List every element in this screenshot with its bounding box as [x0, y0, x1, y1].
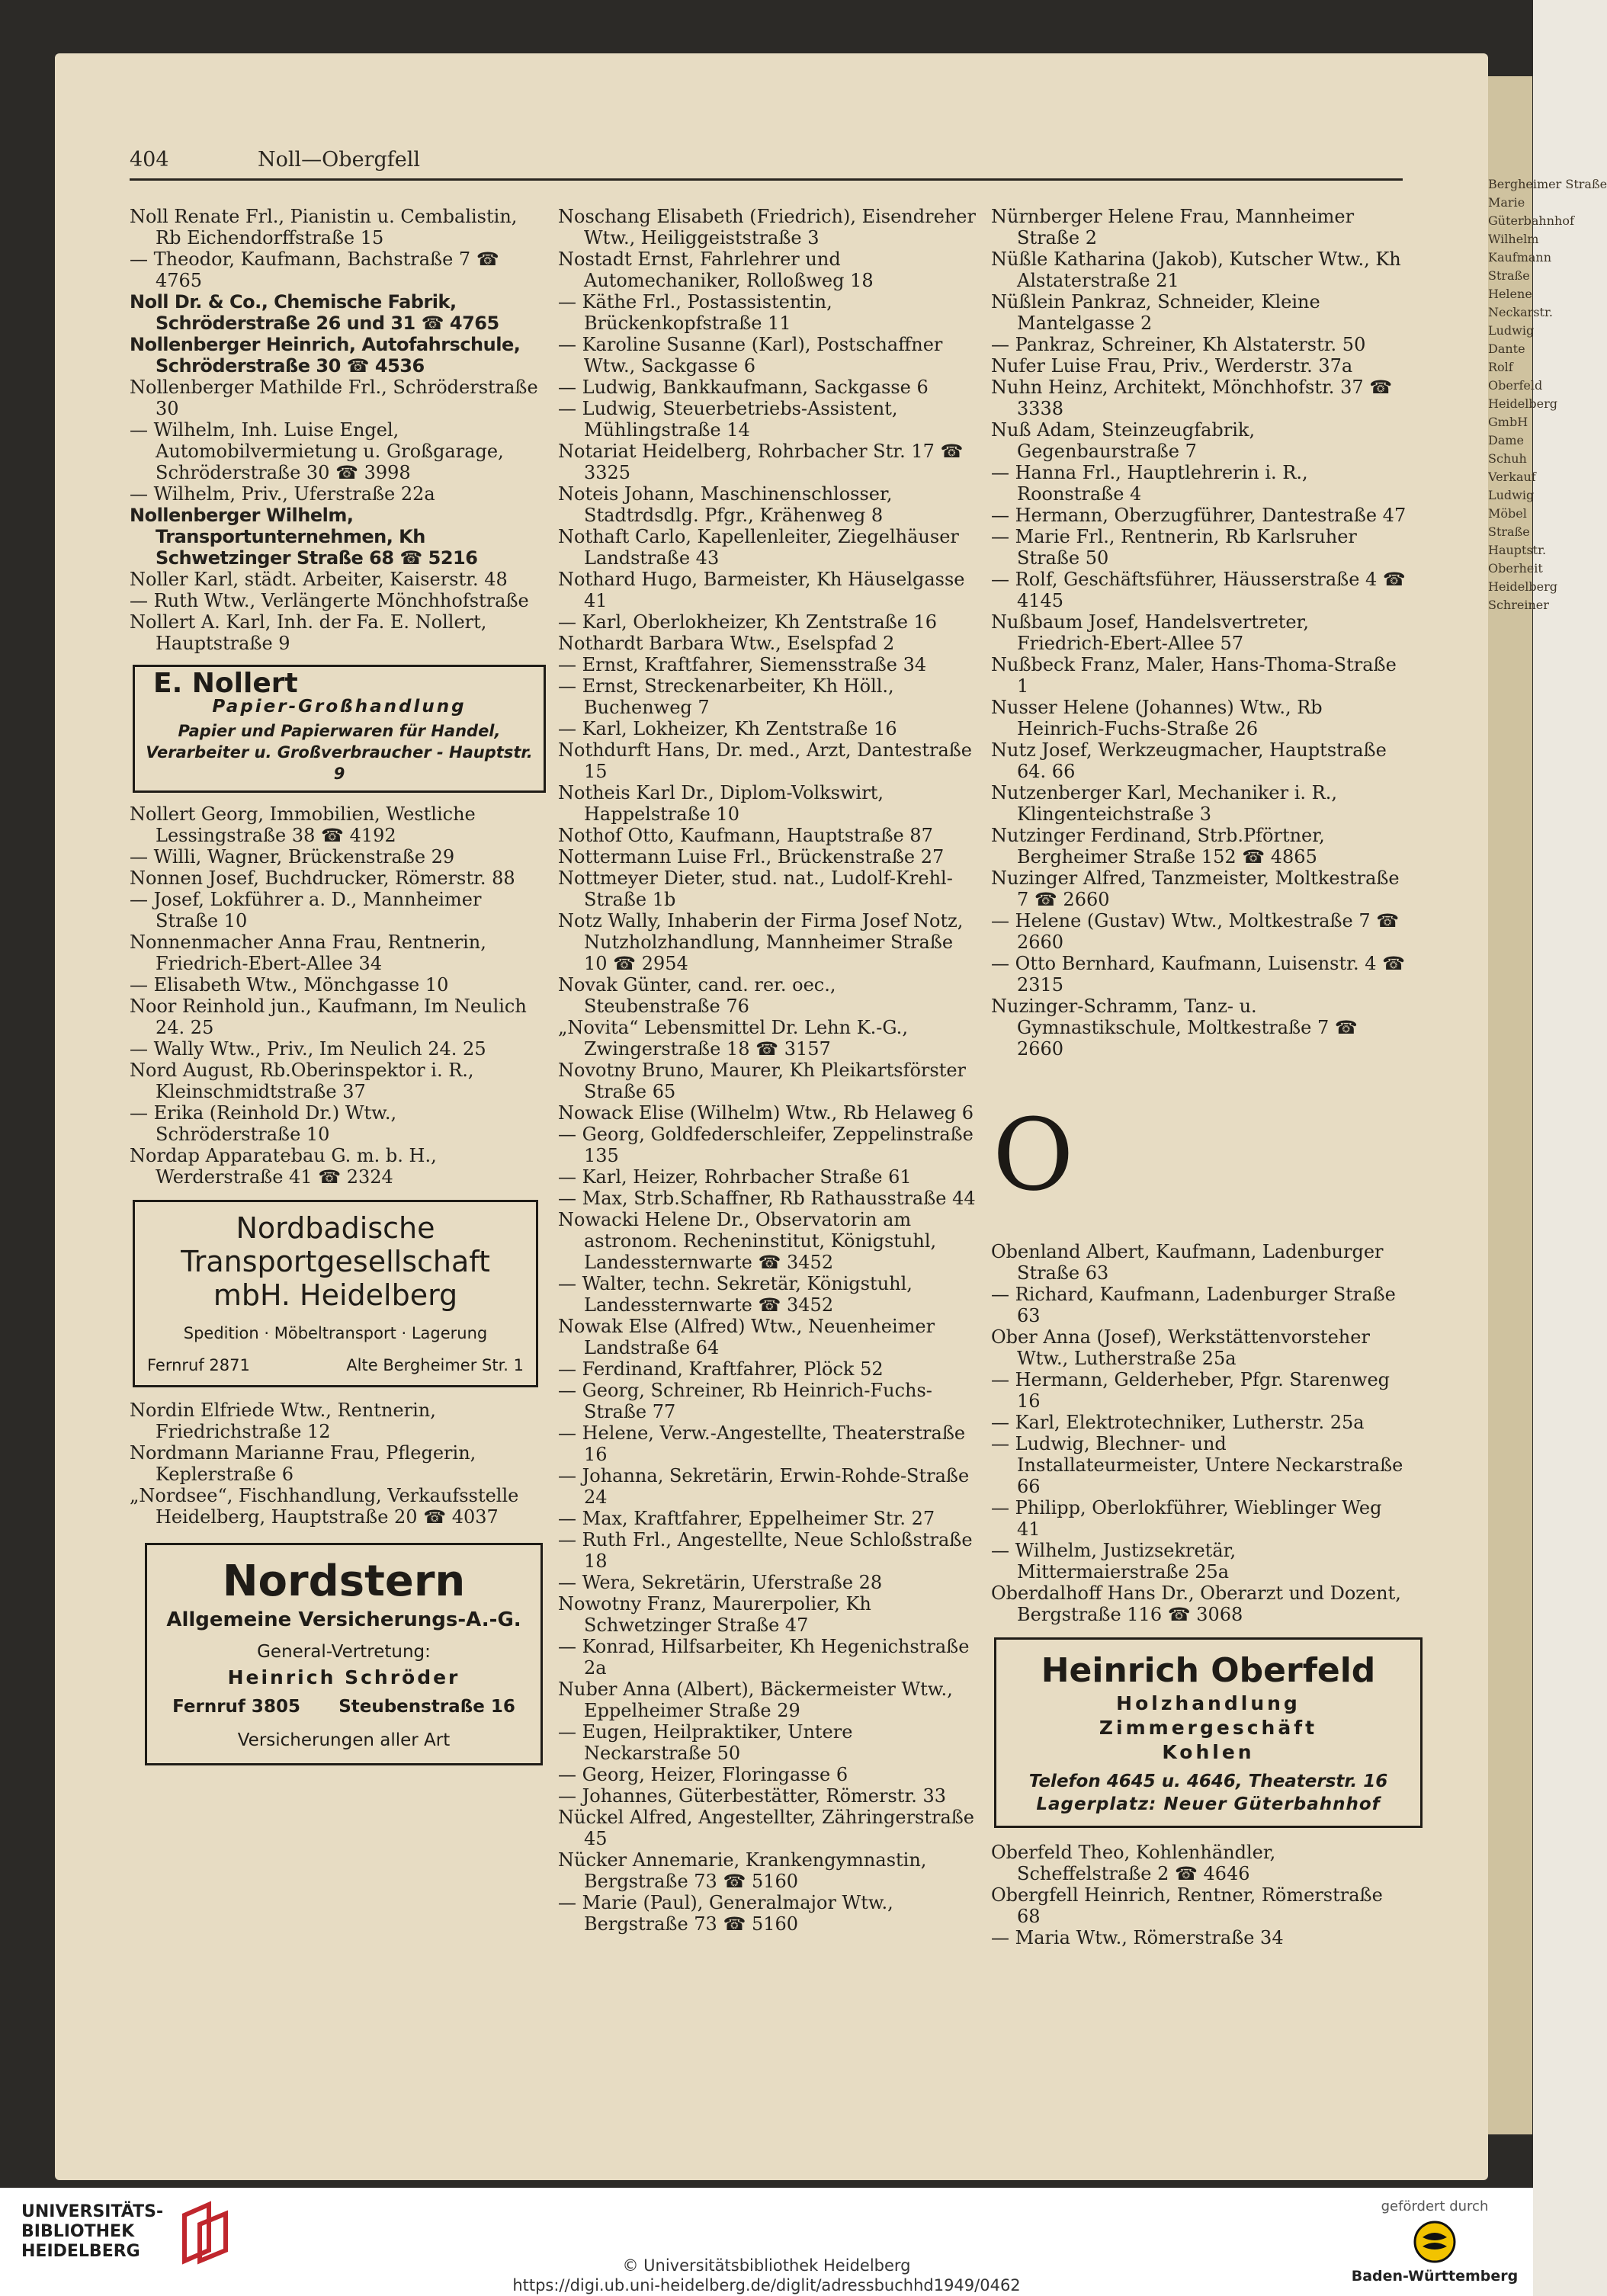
directory-entry: Nordin Elfriede Wtw., Rentnerin, Friedrichstraße 12	[130, 1400, 436, 1442]
permalink-url[interactable]: https://digi.ub.uni-heidelberg.de/diglit/adressbuchhd1949/0462	[512, 2276, 1021, 2294]
directory-entry: — Max, Kraftfahrer, Eppelheimer Str. 27	[558, 1508, 935, 1529]
column-2	[558, 206, 976, 1935]
directory-entry: — Philipp, Oberlokführer, Wieblinger Weg 41	[991, 1497, 1382, 1540]
directory-entry: — Ludwig, Steuerbetriebs-Assistent, Mühlingstraße 14	[558, 398, 898, 441]
ad-line: Zimmergeschäft	[1099, 1717, 1318, 1739]
directory-entry: Nürnberger Helene Frau, Mannheimer Straße 2	[991, 206, 1355, 249]
directory-entry: Oberdalhoff Hans Dr., Oberarzt und Dozent, Bergstraße 116 ☎ 3068	[991, 1583, 1401, 1625]
directory-entry: Noller Karl, städt. Arbeiter, Kaiserstr. 48	[130, 569, 508, 590]
ad-heinrich-oberfeld	[994, 1637, 1423, 1828]
directory-entry: — Helene, Verw.-Angestellte, Theaterstraße 16	[558, 1422, 966, 1465]
directory-entry: Nutzinger Ferdinand, Strb.Pförtner, Bergheimer Straße 152 ☎ 4865	[991, 825, 1325, 867]
directory-entry: — Johanna, Sekretärin, Erwin-Rohde-Straße 24	[558, 1465, 970, 1508]
directory-entry: — Richard, Kaufmann, Ladenburger Straße 63	[991, 1284, 1396, 1326]
directory-entry: Nuber Anna (Albert), Bäckermeister Wtw., Eppelheimer Straße 29	[558, 1679, 953, 1721]
directory-entry: — Helene (Gustav) Wtw., Moltkestraße 7 ☎ 2660	[991, 910, 1400, 953]
copyright-notice: © Universitätsbibliothek Heidelberg	[622, 2256, 911, 2275]
state-coat-of-arms-icon	[1413, 2221, 1456, 2263]
directory-entry: Noll Dr. & Co., Chemische Fabrik, Schröderstraße 26 und 31 ☎ 4765	[130, 291, 499, 334]
ad-title: Heinrich Oberfeld	[1041, 1651, 1376, 1690]
funded-by-label: gefördert durch	[1381, 2198, 1489, 2214]
directory-entry: — Otto Bernhard, Kaufmann, Luisenstr. 4 ☎ 2315	[991, 953, 1406, 996]
directory-entry: Nostadt Ernst, Fahrlehrer und Automechaniker, Rolloßweg 18	[558, 249, 874, 291]
ad-phone: Fernruf 3805	[172, 1697, 300, 1717]
directory-entry: Nutz Josef, Werkzeugmacher, Hauptstraße 64. 66	[991, 739, 1387, 782]
directory-entry: Nücker Annemarie, Krankengymnastin, Bergstraße 73 ☎ 5160	[558, 1849, 927, 1892]
directory-entry: — Georg, Goldfederschleifer, Zeppelinstraße 135	[558, 1124, 974, 1166]
directory-entry: Nord August, Rb.Oberinspektor i. R., Kleinschmidtstraße 37	[130, 1060, 474, 1102]
library-name: UNIVERSITÄTS- BIBLIOTHEK HEIDELBERG	[21, 2202, 164, 2261]
directory-entry: — Max, Strb.Schaffner, Rb Rathausstraße 44	[558, 1188, 976, 1209]
state-name: Baden-Württemberg	[1351, 2268, 1519, 2285]
directory-entry: Nottermann Luise Frl., Brückenstraße 27	[558, 846, 945, 867]
ad-title: Nordbadische Transportgesellschaft mbH. Heidelberg	[181, 1211, 490, 1312]
directory-entry: — Walter, techn. Sekretär, Königstuhl, Landessternwarte ☎ 3452	[558, 1273, 913, 1316]
directory-entry: — Hermann, Oberzugführer, Dantestraße 47	[991, 505, 1407, 526]
ad-general-agency: General-Vertretung:	[257, 1642, 431, 1662]
directory-entry: Nottmeyer Dieter, stud. nat., Ludolf-Krehl-Straße 1b	[558, 867, 953, 910]
ad-body: Papier und Papierwaren für Handel, Verarbeiter u. Großverbraucher - Hauptstr. 9	[146, 722, 533, 783]
directory-entry: Nuhn Heinz, Architekt, Mönchhofstr. 37 ☎ 3338	[991, 377, 1393, 419]
directory-entry: Nordap Apparatebau G. m. b. H., Werderstraße 41 ☎ 2324	[130, 1145, 437, 1188]
directory-entry: Notz Wally, Inhaberin der Firma Josef Notz, Nutzholzhandlung, Mannheimer Straße 10 ☎ 2954	[558, 910, 964, 974]
funding-note	[1351, 2198, 1519, 2285]
section-letter: O	[993, 1097, 1074, 1213]
directory-entry: — Hermann, Gelderheber, Pfgr. Starenweg 16	[991, 1369, 1390, 1412]
directory-entry: — Ruth Frl., Angestellte, Neue Schloßstraße 18	[558, 1529, 973, 1572]
directory-entry: Nückel Alfred, Angestellter, Zähringerstraße 45	[558, 1807, 975, 1849]
directory-entry: Nowack Elise (Wilhelm) Wtw., Rb Helaweg 6	[558, 1102, 974, 1124]
directory-entry: Nowacki Helene Dr., Observatorin am astronom. Recheninstitut, Königstuhl, Landessternwarte ☎ 3452	[558, 1209, 937, 1273]
directory-entry: — Ruth Wtw., Verlängerte Mönchhofstraße	[130, 590, 529, 611]
directory-entry: — Willi, Wagner, Brückenstraße 29	[130, 846, 455, 867]
directory-entry: Obenland Albert, Kaufmann, Ladenburger Straße 63	[991, 1241, 1384, 1284]
directory-entry: Nutzenberger Karl, Mechaniker i. R., Klingenteichstraße 3	[991, 782, 1337, 825]
directory-entry: — Ludwig, Bankkaufmann, Sackgasse 6	[558, 377, 929, 398]
directory-entry: — Georg, Schreiner, Rb Heinrich-Fuchs-Straße 77	[558, 1380, 932, 1422]
directory-entry: Noteis Johann, Maschinenschlosser, Stadtrdsdlg. Pfgr., Krähenweg 8	[558, 483, 893, 526]
directory-entry: — Hanna Frl., Hauptlehrerin i. R., Roonstraße 4	[991, 462, 1308, 505]
directory-entry: — Josef, Lokführer a. D., Mannheimer Straße 10	[130, 889, 482, 932]
directory-entry: Noor Reinhold jun., Kaufmann, Im Neulich 24. 25	[130, 996, 527, 1038]
directory-entry: Nußbeck Franz, Maler, Hans-Thoma-Straße 1	[991, 654, 1397, 697]
directory-entry: Nuzinger-Schramm, Tanz- u. Gymnastikschule, Moltkestraße 7 ☎ 2660	[991, 996, 1358, 1060]
directory-entry: — Pankraz, Schreiner, Kh Alstaterstr. 50	[991, 334, 1366, 355]
directory-entry: — Eugen, Heilpraktiker, Untere Neckarstraße 50	[558, 1721, 853, 1764]
directory-entry: — Karoline Susanne (Karl), Postschaffner Wtw., Sackgasse 6	[558, 334, 943, 377]
ad-address: Steubenstraße 16	[338, 1697, 515, 1717]
directory-entry: — Maria Wtw., Römerstraße 34	[991, 1927, 1284, 1948]
directory-entry: Nüßlein Pankraz, Schneider, Kleine Mantelgasse 2	[991, 291, 1320, 334]
directory-entry: Nothaft Carlo, Kapellenleiter, Ziegelhäuser Landstraße 43	[558, 526, 959, 569]
directory-entry: — Karl, Elektrotechniker, Lutherstr. 25a	[991, 1412, 1365, 1433]
directory-entry: — Wally Wtw., Priv., Im Neulich 24. 25	[130, 1038, 486, 1060]
directory-entry: Nuß Adam, Steinzeugfabrik, Gegenbaurstraße 7	[991, 419, 1256, 462]
ad-services: Spedition · Möbeltransport · Lagerung	[183, 1324, 488, 1342]
directory-entry: — Wilhelm, Priv., Uferstraße 22a	[130, 483, 435, 505]
adjacent-page-fragment: Bergheimer Straße Marie Güterbahnhof Wilhelm Kaufmann Straße Helene Neckarstr. Ludwig Dante Rolf Oberfeld Heidelberg GmbH Dame Schuh Verkauf Ludwig Möbel Straße Hauptstr. Oberheit Heidelberg Schreiner	[1488, 177, 1607, 612]
directory-entry: Nuzinger Alfred, Tanzmeister, Moltkestraße 7 ☎ 2660	[991, 867, 1400, 910]
directory-entry: Nothard Hugo, Barmeister, Kh Häuselgasse 41	[558, 569, 965, 611]
directory-entry: Noschang Elisabeth (Friedrich), Eisendreher Wtw., Heiliggeiststraße 3	[558, 206, 976, 249]
directory-entry: Nüßle Katharina (Jakob), Kutscher Wtw., Kh Alstaterstraße 21	[991, 249, 1401, 291]
ad-contact	[153, 1696, 534, 1717]
directory-entry: „Novita“ Lebensmittel Dr. Lehn K.-G., Zwingerstraße 18 ☎ 3157	[558, 1017, 908, 1060]
directory-entry: — Konrad, Hilfsarbeiter, Kh Hegenichstraße 2a	[558, 1636, 970, 1679]
ad-title: Nordstern	[222, 1557, 466, 1606]
directory-entry: Nordmann Marianne Frau, Pflegerin, Keplerstraße 6	[130, 1442, 476, 1485]
ad-note: Versicherungen aller Art	[237, 1730, 451, 1750]
directory-entry: Nußbaum Josef, Handelsvertreter, Friedrich-Ebert-Allee 57	[991, 611, 1309, 654]
directory-entry: — Ferdinand, Kraftfahrer, Plöck 52	[558, 1358, 884, 1380]
page-number: 404	[130, 148, 169, 172]
directory-entry: Nothardt Barbara Wtw., Eselspfad 2	[558, 633, 895, 654]
directory-entry: „Nordsee“, Fischhandlung, Verkaufsstelle Heidelberg, Hauptstraße 20 ☎ 4037	[130, 1485, 519, 1528]
directory-entry: Nusser Helene (Johannes) Wtw., Rb Heinrich-Fuchs-Straße 26	[991, 697, 1323, 739]
directory-entry: Nonnenmacher Anna Frau, Rentnerin, Friedrich-Ebert-Allee 34	[130, 932, 486, 974]
library-mark-icon	[178, 2201, 232, 2262]
directory-entry: — Karl, Lokheizer, Kh Zentstraße 16	[558, 718, 897, 739]
column-1	[130, 206, 541, 1765]
ad-title: E. Nollert	[153, 668, 298, 699]
ad-nordstern	[145, 1543, 543, 1765]
ad-line: Kohlen	[1162, 1741, 1255, 1763]
ad-nordbadische-transport	[133, 1200, 538, 1387]
directory-entry: Nowak Else (Alfred) Wtw., Neuenheimer Landstraße 64	[558, 1316, 935, 1358]
directory-entry: — Karl, Oberlokheizer, Kh Zentstraße 16	[558, 611, 938, 633]
directory-entry: Nollenberger Heinrich, Autofahrschule, Schröderstraße 30 ☎ 4536	[130, 334, 521, 377]
directory-entry: Oberfeld Theo, Kohlenhändler, Scheffelstraße 2 ☎ 4646	[991, 1842, 1276, 1884]
ad-phone: Telefon 4645 u. 4646, Theaterstr. 16	[1028, 1772, 1388, 1791]
directory-entry: — Wera, Sekretärin, Uferstraße 28	[558, 1572, 883, 1593]
directory-entry: Nowotny Franz, Maurerpolier, Kh Schwetzinger Straße 47	[558, 1593, 871, 1636]
directory-entry: Novak Günter, cand. rer. oec., Steubenstraße 76	[558, 974, 836, 1017]
ad-agent: Heinrich Schröder	[227, 1666, 460, 1688]
ad-line: Holzhandlung	[1116, 1692, 1301, 1714]
directory-entry: — Ernst, Kraftfahrer, Siemensstraße 34	[558, 654, 927, 675]
directory-entry: — Georg, Heizer, Floringasse 6	[558, 1764, 848, 1785]
directory-entry: Nollert Georg, Immobilien, Westliche Lessingstraße 38 ☎ 4192	[130, 803, 476, 846]
directory-entry: — Erika (Reinhold Dr.) Wtw., Schröderstraße 10	[130, 1102, 397, 1145]
directory-entry: Nollenberger Mathilde Frl., Schröderstraße 30	[130, 377, 538, 419]
directory-entry: — Ernst, Streckenarbeiter, Kh Höll., Buchenweg 7	[558, 675, 894, 718]
ad-contact	[141, 1355, 530, 1376]
directory-entry: Notariat Heidelberg, Rohrbacher Str. 17 ☎ 3325	[558, 441, 964, 483]
directory-entry: — Käthe Frl., Postassistentin, Brückenkopfstraße 11	[558, 291, 832, 334]
directory-entry: Nollenberger Wilhelm, Transportunternehmen, Kh Schwetzinger Straße 68 ☎ 5216	[130, 505, 478, 569]
directory-entry: Novotny Bruno, Maurer, Kh Pleikartsförster Straße 65	[558, 1060, 967, 1102]
directory-entry: — Johannes, Güterbestätter, Römerstr. 33	[558, 1785, 947, 1807]
directory-entry: Ober Anna (Josef), Werkstättenvorsteher Wtw., Lutherstraße 25a	[991, 1326, 1370, 1369]
library-logo[interactable]	[21, 2201, 232, 2262]
column-3	[991, 206, 1407, 1948]
ad-nollert	[133, 665, 546, 793]
viewer-footer	[0, 2188, 1533, 2296]
directory-entry: — Marie (Paul), Generalmajor Wtw., Bergstraße 73 ☎ 5160	[558, 1892, 893, 1935]
ad-yard: Lagerplatz: Neuer Güterbahnhof	[1036, 1794, 1381, 1814]
directory-entry: — Wilhelm, Justizsekretär, Mittermaierstraße 25a	[991, 1540, 1237, 1583]
directory-entry: — Marie Frl., Rentnerin, Rb Karlsruher Straße 50	[991, 526, 1357, 569]
ad-phone: Fernruf 2871	[147, 1356, 250, 1374]
directory-entry: — Theodor, Kaufmann, Bachstraße 7 ☎ 4765	[130, 249, 499, 291]
directory-entry: Nollert A. Karl, Inh. der Fa. E. Nollert, Hauptstraße 9	[130, 611, 487, 654]
directory-entry: Obergfell Heinrich, Rentner, Römerstraße 68	[991, 1884, 1383, 1927]
ad-subtitle: Papier-Großhandlung	[212, 697, 467, 717]
directory-entry: Notheis Karl Dr., Diplom-Volkswirt, Happelstraße 10	[558, 782, 884, 825]
page-header	[130, 145, 1403, 181]
directory-entry: Noll Renate Frl., Pianistin u. Cembalistin, Rb Eichendorffstraße 15	[130, 206, 518, 249]
page-title: Noll—Obergfell	[258, 148, 420, 172]
directory-entry: — Karl, Heizer, Rohrbacher Straße 61	[558, 1166, 912, 1188]
directory-entry: — Elisabeth Wtw., Mönchgasse 10	[130, 974, 449, 996]
directory-entry: — Rolf, Geschäftsführer, Häusserstraße 4 ☎ 4145	[991, 569, 1406, 611]
ad-address: Alte Bergheimer Str. 1	[346, 1356, 524, 1374]
directory-entry: Nufer Luise Frau, Priv., Werderstr. 37a	[991, 355, 1353, 377]
directory-entry: Nonnen Josef, Buchdrucker, Römerstr. 88	[130, 867, 515, 889]
directory-entry: — Ludwig, Blechner- und Installateurmeister, Untere Neckarstraße 66	[991, 1433, 1403, 1497]
directory-entry: — Wilhelm, Inh. Luise Engel, Automobilvermietung u. Großgarage, Schröderstraße 30 ☎ 3998	[130, 419, 504, 483]
directory-entry: Nothof Otto, Kaufmann, Hauptstraße 87	[558, 825, 933, 846]
directory-entry: Nothdurft Hans, Dr. med., Arzt, Dantestraße 15	[558, 739, 972, 782]
ad-subtitle: Allgemeine Versicherungs-A.-G.	[166, 1608, 521, 1631]
